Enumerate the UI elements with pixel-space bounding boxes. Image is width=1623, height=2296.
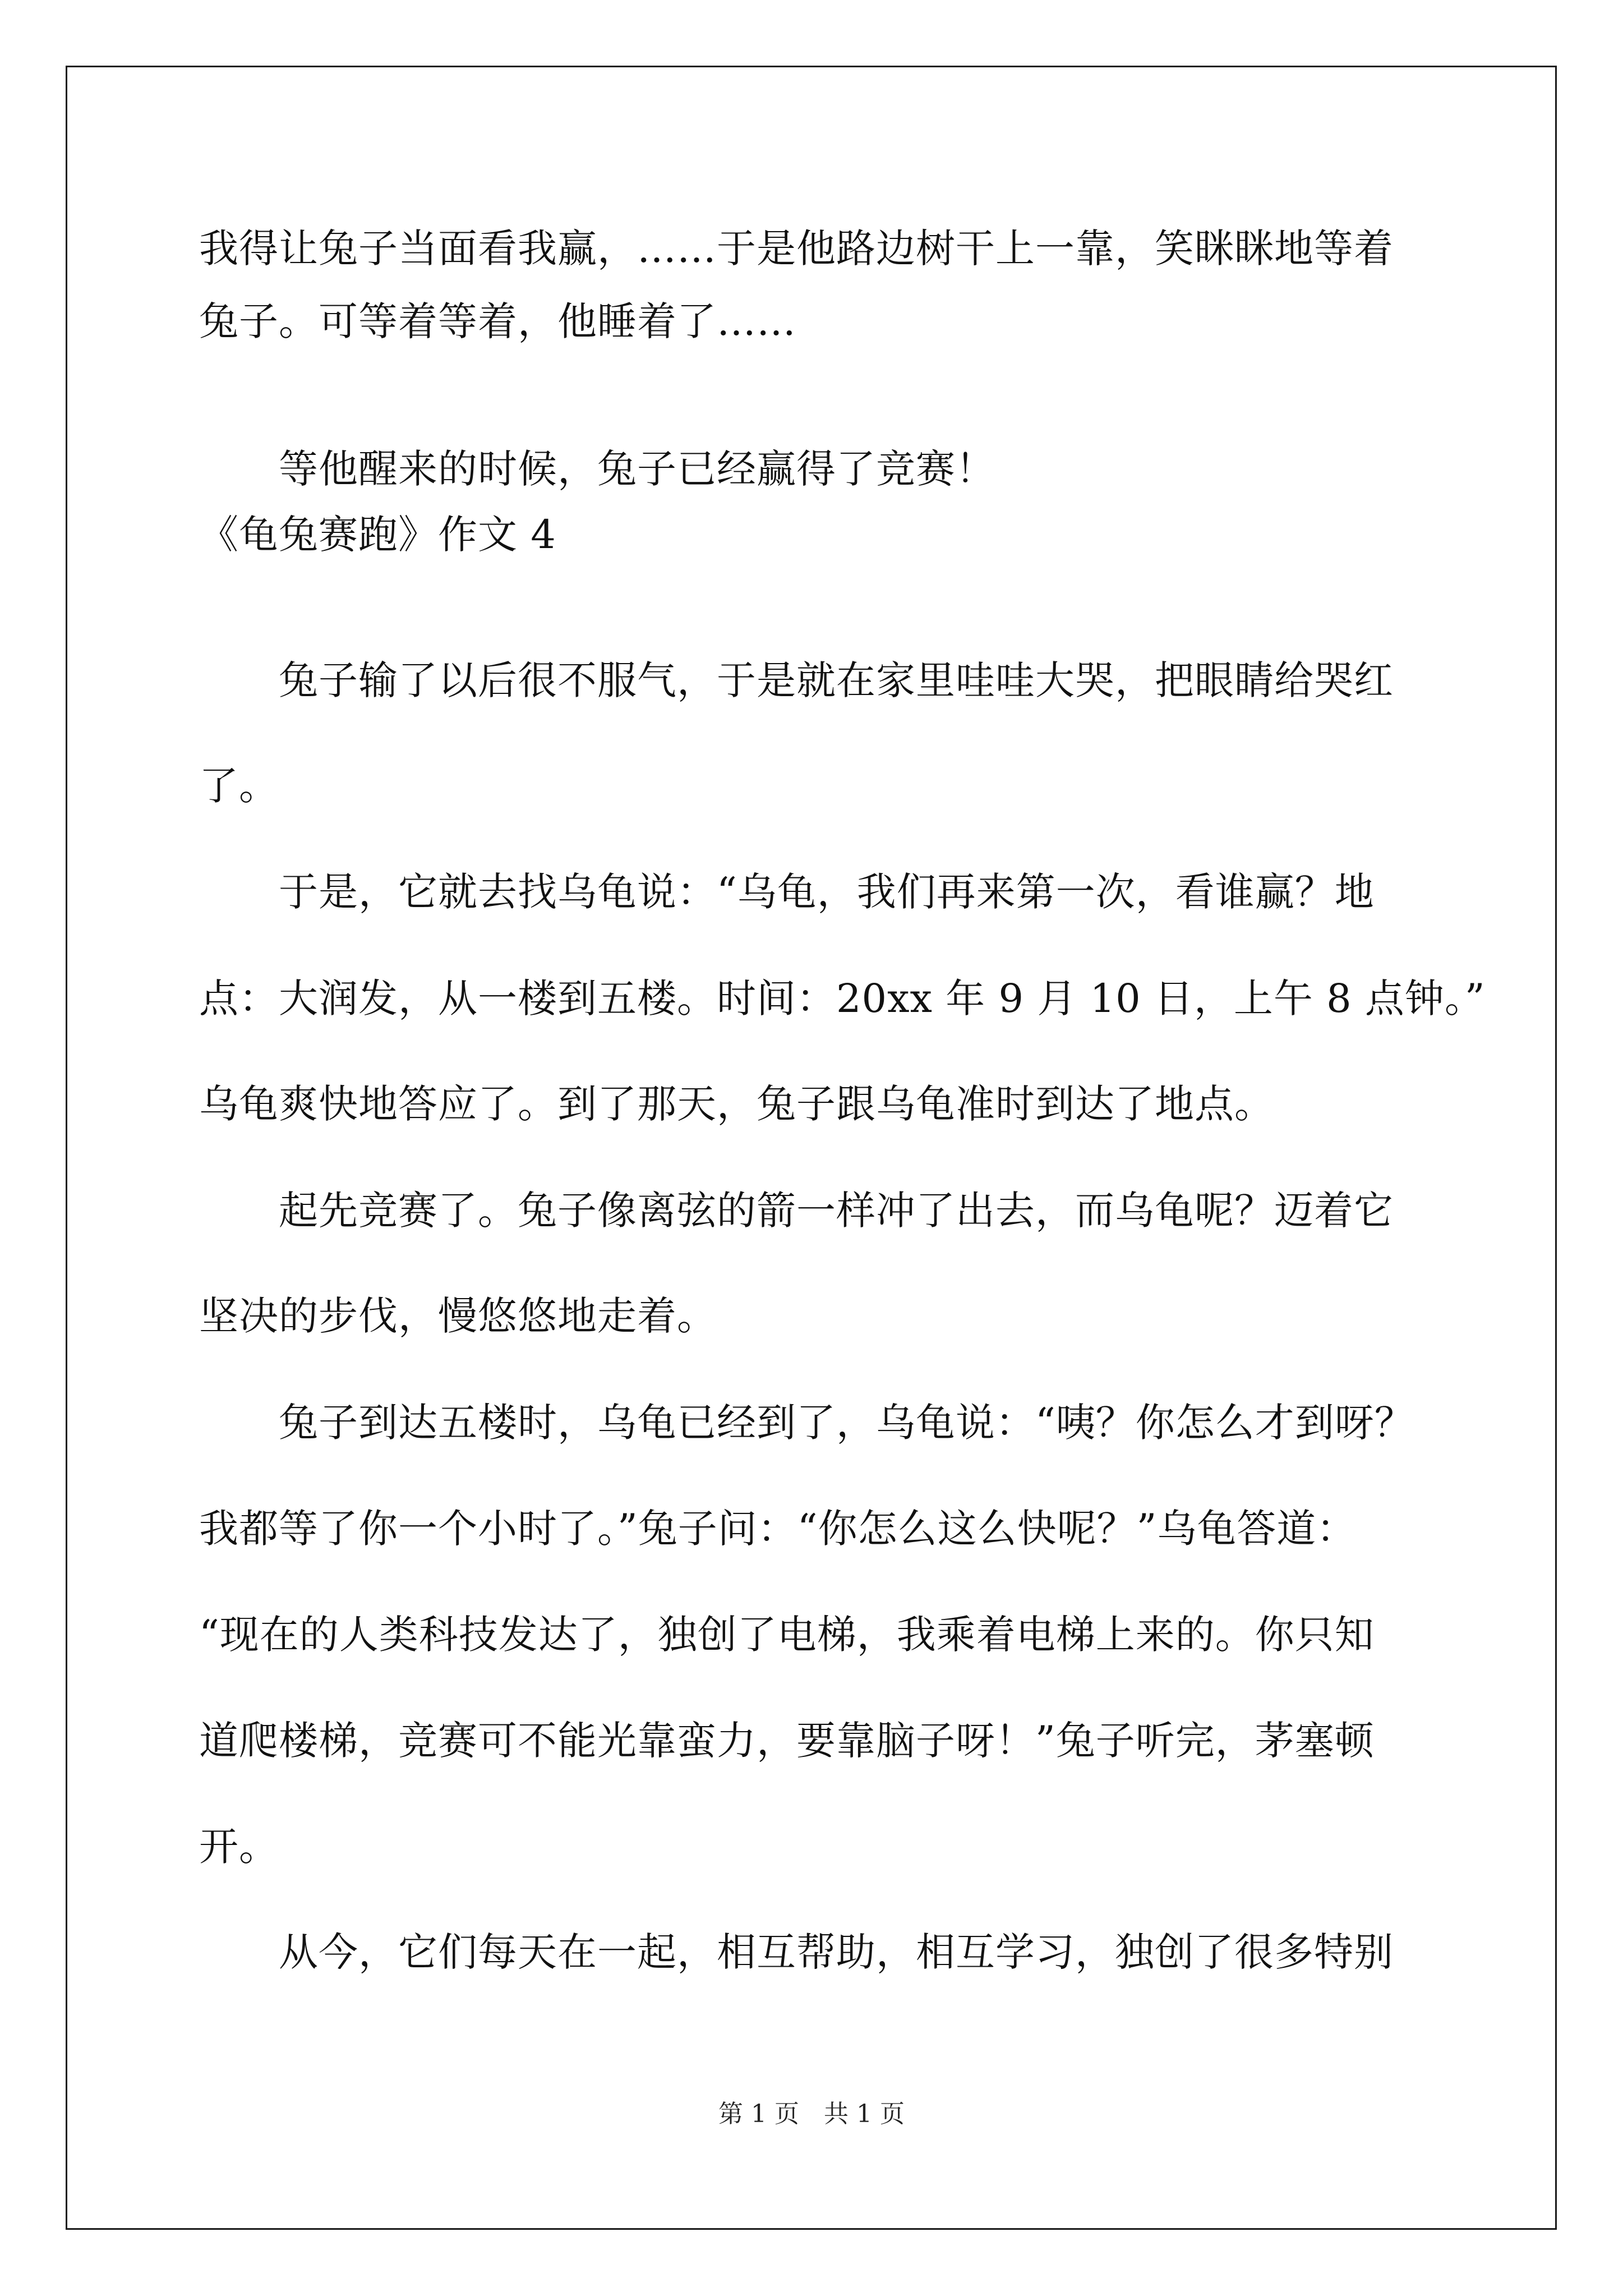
text-line-8: 点：大润发，从一楼到五楼。时间：20xx 年 9 月 10 日，上午 8 点钟。” — [199, 976, 1486, 1022]
text-line-10: 起先竞赛了。兔子像离弦的箭一样冲了出去，而乌龟呢？迈着它 — [199, 1188, 1394, 1234]
text-line-16: 开。 — [199, 1824, 279, 1870]
text-line-7: 于是，它就去找乌龟说：“乌龟，我们再来第一次，看谁赢？地 — [199, 869, 1375, 915]
text-line-12: 兔子到达五楼时，乌龟已经到了，乌龟说：“咦？你怎么才到呀？ — [199, 1400, 1414, 1446]
text-line-15: 道爬楼梯，竞赛可不能光靠蛮力，要靠脑子呀！”兔子听完，茅塞顿 — [199, 1718, 1375, 1764]
text-line-14: “现在的人类科技发达了，独创了电梯，我乘着电梯上来的。你只知 — [199, 1612, 1375, 1658]
page-number: 第 1 页 共 1 页 — [718, 2100, 905, 2128]
text-line-3: 等他醒来的时候，兔子已经赢得了竞赛！ — [199, 446, 995, 492]
section-heading: 《龟兔赛跑》作文 4 — [199, 512, 556, 558]
text-line-9: 乌龟爽快地答应了。到了那天，兔子跟乌龟准时到达了地点。 — [199, 1081, 1274, 1127]
text-line-2: 兔子。可等着等着，他睡着了…… — [199, 298, 796, 344]
text-line-5: 兔子输了以后很不服气，于是就在家里哇哇大哭，把眼睛给哭红 — [199, 657, 1394, 703]
text-line-6: 了。 — [199, 763, 279, 809]
text-line-11: 坚决的步伐，慢悠悠地走着。 — [199, 1293, 717, 1339]
text-line-1: 我得让兔子当面看我赢，……于是他路边树干上一靠，笑眯眯地等着 — [199, 226, 1394, 272]
text-line-13: 我都等了你一个小时了。”兔子问：“你怎么这么快呢？”乌龟答道： — [199, 1506, 1357, 1552]
page-border — [66, 66, 1557, 2230]
text-line-17: 从今，它们每天在一起，相互帮助，相互学习，独创了很多特别 — [199, 1929, 1394, 1975]
